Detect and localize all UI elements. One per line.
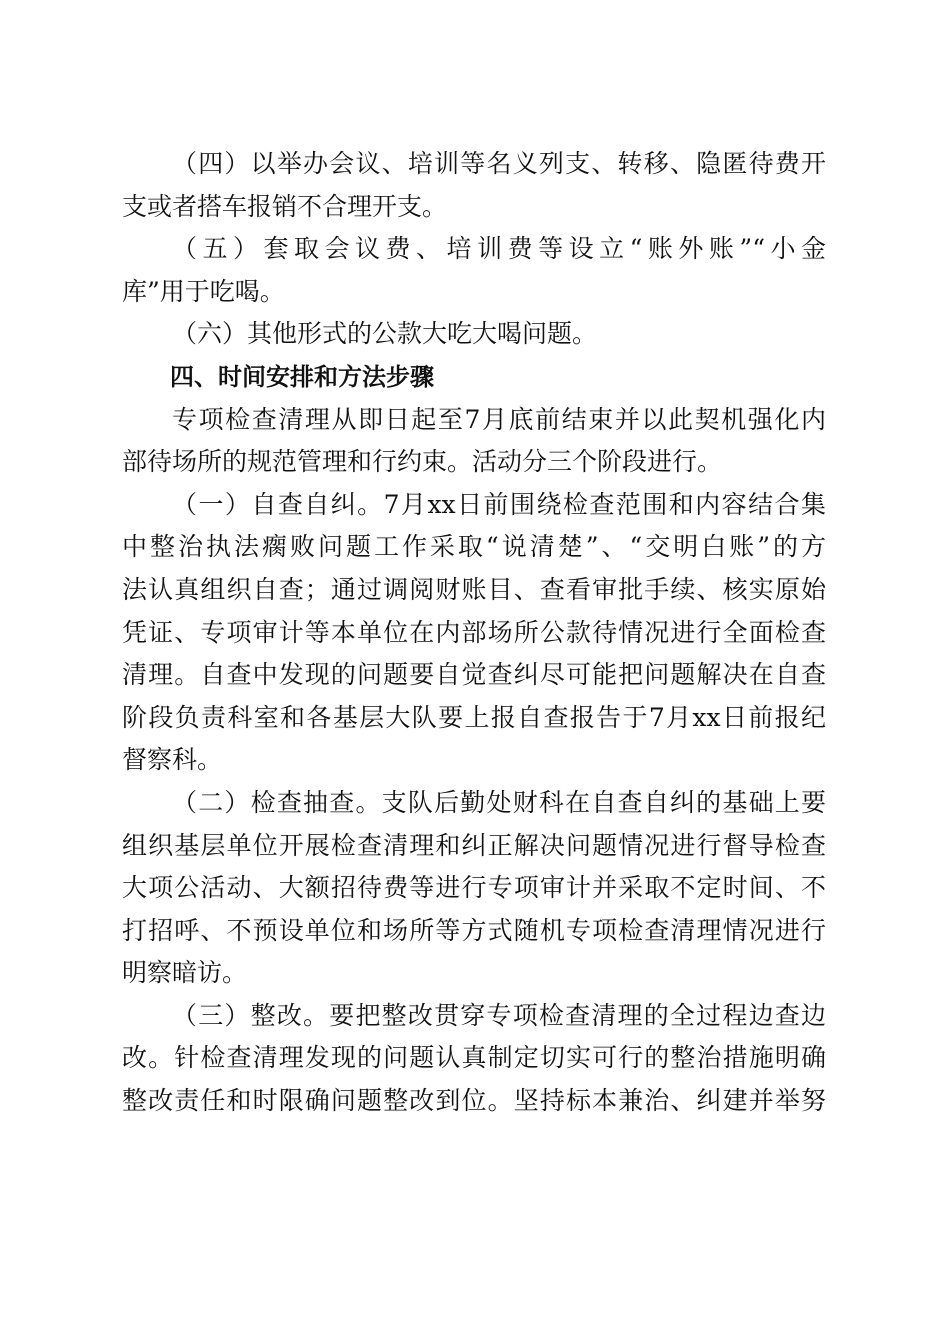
paragraph-line: （一）自查自纠。7月xx日前围绕检查范围和内容结合集 xyxy=(172,489,826,519)
paragraph-line: 清理。自查中发现的问题要自觉查纠尽可能把问题解决在自查 xyxy=(122,660,826,690)
section-heading: 四、时间安排和方法步骤 xyxy=(170,362,434,391)
paragraph-line: 支或者搭车报销不合理开支。 xyxy=(122,191,448,221)
paragraph-line: （五）套取会议费、培训费等设立“账外账”“小金 xyxy=(172,234,826,264)
paragraph-line: （六）其他形式的公款大吃大喝问题。 xyxy=(172,319,598,349)
paragraph-line: 凭证、专项审计等本单位在内部场所公款待情况进行全面检查 xyxy=(122,617,826,647)
paragraph-line: 阶段负责科室和各基层大队要上报自查报告于7月xx日前报纪 xyxy=(122,702,826,732)
paragraph-line: 整改责任和时限确问题整改到位。坚持标本兼治、纠建并举努 xyxy=(122,1086,826,1116)
paragraph-line: 库”用于吃喝。 xyxy=(122,276,285,306)
paragraph-line: 大项公活动、大额招待费等进行专项审计并采取不定时间、不 xyxy=(122,873,826,903)
paragraph-line: 打招呼、不预设单位和场所等方式随机专项检查清理情况进行 xyxy=(122,915,826,945)
paragraph-line: 明察暗访。 xyxy=(122,958,248,988)
paragraph-line: 改。针检查清理发现的问题认真制定切实可行的整治措施明确 xyxy=(122,1043,826,1073)
paragraph-line: 法认真组织自查；通过调阅财账目、查看审批手续、核实原始 xyxy=(122,574,826,604)
paragraph-line: 中整治执法瘸败问题工作采取“说清楚”、“交明白账”的方 xyxy=(122,532,826,562)
paragraph-line: 组织基层单位开展检查清理和纠正解决问题情况进行督导检查 xyxy=(122,830,826,860)
paragraph-line: （四）以举办会议、培训等名义列支、转移、隐匿待费开 xyxy=(172,149,826,178)
paragraph-line: （三）整改。要把整改贯穿专项检查清理的全过程边查边 xyxy=(172,1000,826,1030)
paragraph-line: （二）检查抽查。支队后勤处财科在自查自纠的基础上要 xyxy=(172,787,826,817)
paragraph-line: 专项检查清理从即日起至7月底前结束并以此契机强化内 xyxy=(172,404,826,434)
paragraph-line: 督察科。 xyxy=(122,745,223,775)
paragraph-line: 部待场所的规范管理和行约束。活动分三个阶段进行。 xyxy=(122,447,723,477)
document-body xyxy=(122,143,826,1123)
